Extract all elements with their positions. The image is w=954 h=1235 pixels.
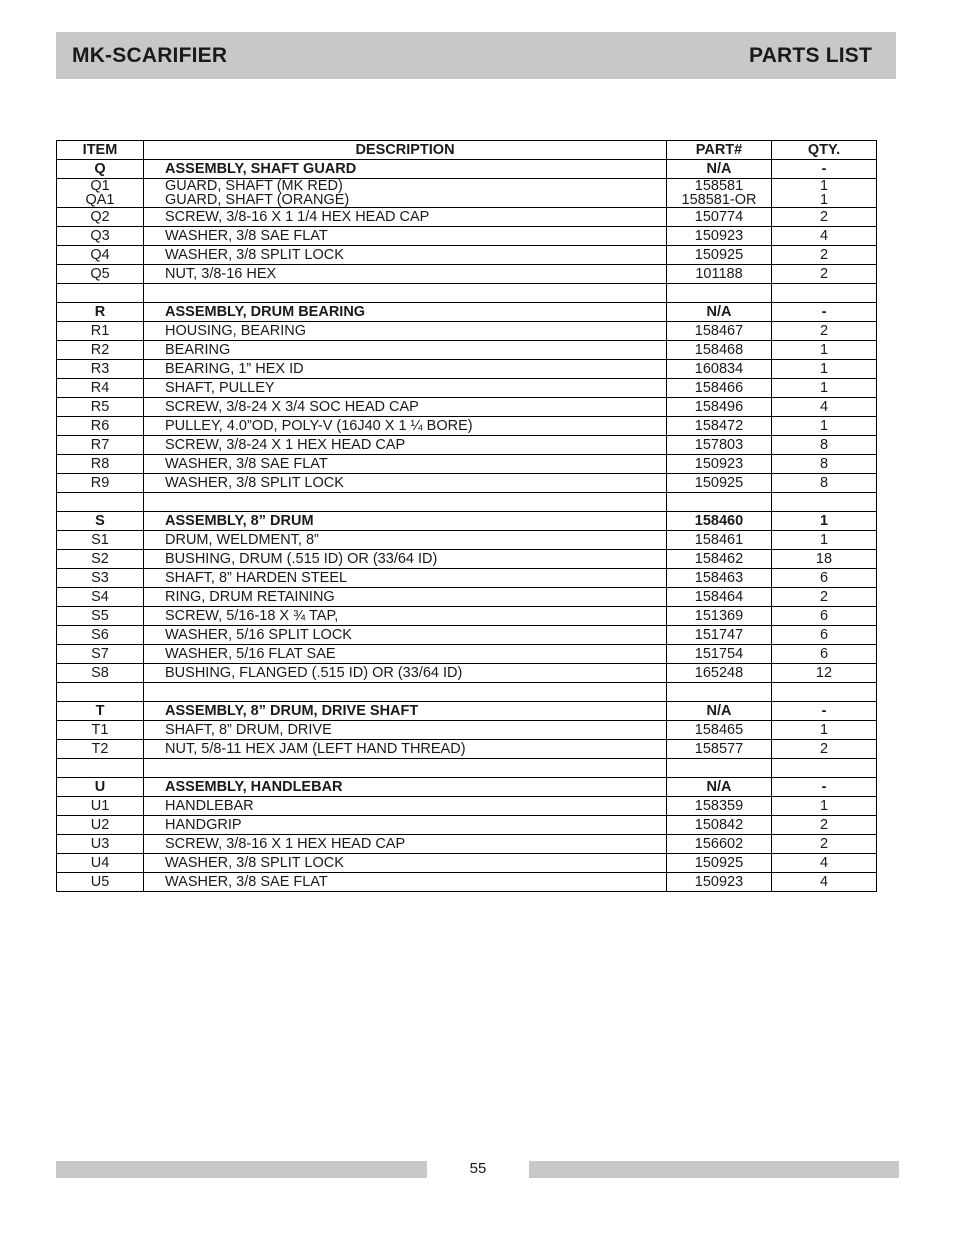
table-row <box>57 702 877 721</box>
part-number-cell <box>667 759 772 778</box>
item-cell: R1 <box>57 322 144 341</box>
item-cell <box>57 683 144 702</box>
header-bar <box>56 32 896 79</box>
table-row <box>57 379 877 398</box>
quantity-cell: 2 <box>772 322 877 341</box>
part-number-cell: 158359 <box>667 797 772 816</box>
description-cell: SHAFT, PULLEY <box>144 379 667 398</box>
description-cell: BUSHING, FLANGED (.515 ID) OR (33/64 ID) <box>144 664 667 683</box>
table-row <box>57 398 877 417</box>
quantity-cell: - <box>772 778 877 797</box>
part-number-cell: 150925 <box>667 246 772 265</box>
quantity-cell: 4 <box>772 398 877 417</box>
footer-bar-left <box>56 1161 427 1178</box>
item-cell: S5 <box>57 607 144 626</box>
part-number-cell: 158465 <box>667 721 772 740</box>
quantity-cell <box>772 284 877 303</box>
part-number-cell: 158460 <box>667 512 772 531</box>
item-cell: R <box>57 303 144 322</box>
description-cell: ASSEMBLY, SHAFT GUARD <box>144 160 667 179</box>
quantity-cell: 8 <box>772 455 877 474</box>
description-cell: BEARING, 1” HEX ID <box>144 360 667 379</box>
item-cell: T2 <box>57 740 144 759</box>
quantity-cell: 6 <box>772 569 877 588</box>
part-number-cell: 157803 <box>667 436 772 455</box>
table-row <box>57 246 877 265</box>
item-cell: R7 <box>57 436 144 455</box>
table-row <box>57 740 877 759</box>
part-number-cell: 165248 <box>667 664 772 683</box>
item-cell: U3 <box>57 835 144 854</box>
table-row <box>57 816 877 835</box>
table-row <box>57 303 877 322</box>
item-cell: S2 <box>57 550 144 569</box>
quantity-cell: - <box>772 160 877 179</box>
description-cell: RING, DRUM RETAINING <box>144 588 667 607</box>
description-cell: WASHER, 5/16 FLAT SAE <box>144 645 667 664</box>
part-number-cell: 150923 <box>667 873 772 892</box>
quantity-cell: - <box>772 702 877 721</box>
quantity-cell: 8 <box>772 436 877 455</box>
quantity-cell: 12 <box>772 664 877 683</box>
table-row <box>57 873 877 892</box>
description-cell <box>144 284 667 303</box>
quantity-cell: 4 <box>772 854 877 873</box>
table-row <box>57 160 877 179</box>
table-row <box>57 436 877 455</box>
parts-table-body <box>57 160 877 892</box>
part-number-cell: 158496 <box>667 398 772 417</box>
column-header-part-number: PART# <box>667 141 772 160</box>
item-cell: Q4 <box>57 246 144 265</box>
description-cell: WASHER, 3/8 SPLIT LOCK <box>144 854 667 873</box>
description-cell <box>144 759 667 778</box>
part-number-cell: 158461 <box>667 531 772 550</box>
table-row <box>57 569 877 588</box>
description-cell: SCREW, 3/8-24 X 1 HEX HEAD CAP <box>144 436 667 455</box>
description-cell: HANDGRIP <box>144 816 667 835</box>
item-cell: Q2 <box>57 208 144 227</box>
part-number-cell: 151754 <box>667 645 772 664</box>
table-row <box>57 208 877 227</box>
part-number-cell: 150925 <box>667 854 772 873</box>
item-cell: U5 <box>57 873 144 892</box>
part-number-cell: 151369 <box>667 607 772 626</box>
part-number-cell: 158468 <box>667 341 772 360</box>
item-cell: T1 <box>57 721 144 740</box>
description-cell: PULLEY, 4.0”OD, POLY-V (16J40 X 1 ¼ BORE) <box>144 417 667 436</box>
quantity-cell: 6 <box>772 626 877 645</box>
part-number-cell: 151747 <box>667 626 772 645</box>
quantity-cell: 2 <box>772 740 877 759</box>
item-cell: S1 <box>57 531 144 550</box>
table-row <box>57 474 877 493</box>
table-row <box>57 835 877 854</box>
description-cell: WASHER, 3/8 SPLIT LOCK <box>144 246 667 265</box>
table-row <box>57 683 877 702</box>
item-cell: S <box>57 512 144 531</box>
part-number-cell: 150925 <box>667 474 772 493</box>
item-cell: U <box>57 778 144 797</box>
part-number-cell: 101188 <box>667 265 772 284</box>
quantity-cell: 1 <box>772 512 877 531</box>
part-number-cell: 150842 <box>667 816 772 835</box>
table-row <box>57 759 877 778</box>
description-cell: ASSEMBLY, 8” DRUM, DRIVE SHAFT <box>144 702 667 721</box>
item-cell: Q1 QA1 <box>57 179 144 208</box>
table-row <box>57 721 877 740</box>
item-cell: Q3 <box>57 227 144 246</box>
item-cell: U1 <box>57 797 144 816</box>
item-cell: S7 <box>57 645 144 664</box>
part-number-cell: N/A <box>667 702 772 721</box>
description-cell: NUT, 5/8-11 HEX JAM (LEFT HAND THREAD) <box>144 740 667 759</box>
table-row <box>57 417 877 436</box>
table-row <box>57 322 877 341</box>
description-cell: WASHER, 3/8 SAE FLAT <box>144 873 667 892</box>
part-number-cell: 150774 <box>667 208 772 227</box>
quantity-cell: 2 <box>772 246 877 265</box>
parts-table <box>56 140 877 892</box>
part-number-cell: 158463 <box>667 569 772 588</box>
table-header-row <box>57 141 877 160</box>
item-cell <box>57 493 144 512</box>
table-row <box>57 360 877 379</box>
table-row <box>57 227 877 246</box>
page-number: 55 <box>469 1160 487 1177</box>
item-cell <box>57 759 144 778</box>
document-title: MK-SCARIFIER <box>72 43 228 67</box>
footer-bar-right <box>529 1161 899 1178</box>
item-cell <box>57 284 144 303</box>
part-number-cell: 158464 <box>667 588 772 607</box>
table-row <box>57 607 877 626</box>
table-row <box>57 645 877 664</box>
quantity-cell: 2 <box>772 208 877 227</box>
table-row <box>57 626 877 645</box>
description-cell: BEARING <box>144 341 667 360</box>
table-row <box>57 531 877 550</box>
table-row <box>57 588 877 607</box>
quantity-cell: 1 <box>772 379 877 398</box>
description-cell: WASHER, 3/8 SAE FLAT <box>144 227 667 246</box>
part-number-cell: 156602 <box>667 835 772 854</box>
item-cell: Q5 <box>57 265 144 284</box>
description-cell: WASHER, 3/8 SPLIT LOCK <box>144 474 667 493</box>
item-cell: R9 <box>57 474 144 493</box>
part-number-cell <box>667 493 772 512</box>
column-header-quantity: QTY. <box>772 141 877 160</box>
description-cell: WASHER, 3/8 SAE FLAT <box>144 455 667 474</box>
quantity-cell: 6 <box>772 607 877 626</box>
quantity-cell: 2 <box>772 816 877 835</box>
quantity-cell: 1 1 <box>772 179 877 208</box>
quantity-cell: 2 <box>772 588 877 607</box>
description-cell: ASSEMBLY, 8” DRUM <box>144 512 667 531</box>
item-cell: Q <box>57 160 144 179</box>
part-number-cell: N/A <box>667 303 772 322</box>
description-cell: DRUM, WELDMENT, 8” <box>144 531 667 550</box>
table-row <box>57 284 877 303</box>
quantity-cell: - <box>772 303 877 322</box>
item-cell: U4 <box>57 854 144 873</box>
part-number-cell: 158467 <box>667 322 772 341</box>
quantity-cell: 18 <box>772 550 877 569</box>
description-cell <box>144 493 667 512</box>
item-cell: S4 <box>57 588 144 607</box>
part-number-cell: 158472 <box>667 417 772 436</box>
description-cell: SCREW, 3/8-16 X 1 HEX HEAD CAP <box>144 835 667 854</box>
description-cell: SHAFT, 8” DRUM, DRIVE <box>144 721 667 740</box>
item-cell: R4 <box>57 379 144 398</box>
quantity-cell <box>772 683 877 702</box>
column-header-description: DESCRIPTION <box>144 141 667 160</box>
description-cell: SCREW, 3/8-24 X 3/4 SOC HEAD CAP <box>144 398 667 417</box>
table-row <box>57 778 877 797</box>
quantity-cell: 8 <box>772 474 877 493</box>
item-cell: S6 <box>57 626 144 645</box>
table-row <box>57 265 877 284</box>
table-row <box>57 455 877 474</box>
quantity-cell: 1 <box>772 721 877 740</box>
quantity-cell: 1 <box>772 360 877 379</box>
quantity-cell <box>772 493 877 512</box>
part-number-cell: 150923 <box>667 227 772 246</box>
description-cell: HANDLEBAR <box>144 797 667 816</box>
item-cell: R6 <box>57 417 144 436</box>
description-cell: NUT, 3/8-16 HEX <box>144 265 667 284</box>
item-cell: T <box>57 702 144 721</box>
description-cell <box>144 683 667 702</box>
quantity-cell: 1 <box>772 797 877 816</box>
quantity-cell: 4 <box>772 873 877 892</box>
table-row <box>57 797 877 816</box>
part-number-cell: 150923 <box>667 455 772 474</box>
description-cell: HOUSING, BEARING <box>144 322 667 341</box>
part-number-cell: 158577 <box>667 740 772 759</box>
part-number-cell: N/A <box>667 778 772 797</box>
item-cell: S8 <box>57 664 144 683</box>
section-title: PARTS LIST <box>749 43 872 67</box>
quantity-cell: 1 <box>772 531 877 550</box>
part-number-cell <box>667 284 772 303</box>
quantity-cell: 4 <box>772 227 877 246</box>
quantity-cell: 2 <box>772 835 877 854</box>
quantity-cell: 1 <box>772 417 877 436</box>
part-number-cell: N/A <box>667 160 772 179</box>
item-cell: U2 <box>57 816 144 835</box>
item-cell: S3 <box>57 569 144 588</box>
description-cell: GUARD, SHAFT (MK RED) GUARD, SHAFT (ORANGE) <box>144 179 667 208</box>
description-cell: SCREW, 3/8-16 X 1 1/4 HEX HEAD CAP <box>144 208 667 227</box>
quantity-cell: 2 <box>772 265 877 284</box>
item-cell: R5 <box>57 398 144 417</box>
quantity-cell: 1 <box>772 341 877 360</box>
table-row <box>57 493 877 512</box>
description-cell: BUSHING, DRUM (.515 ID) OR (33/64 ID) <box>144 550 667 569</box>
part-number-cell: 158462 <box>667 550 772 569</box>
item-cell: R3 <box>57 360 144 379</box>
part-number-cell: 158466 <box>667 379 772 398</box>
description-cell: WASHER, 5/16 SPLIT LOCK <box>144 626 667 645</box>
column-header-item: ITEM <box>57 141 144 160</box>
table-row <box>57 341 877 360</box>
table-row <box>57 854 877 873</box>
part-number-cell: 158581 158581-OR <box>667 179 772 208</box>
table-row <box>57 664 877 683</box>
quantity-cell <box>772 759 877 778</box>
table-row <box>57 512 877 531</box>
item-cell: R8 <box>57 455 144 474</box>
description-cell: SCREW, 5/16-18 X ¾ TAP, <box>144 607 667 626</box>
table-row <box>57 179 877 208</box>
description-cell: ASSEMBLY, DRUM BEARING <box>144 303 667 322</box>
quantity-cell: 6 <box>772 645 877 664</box>
description-cell: SHAFT, 8” HARDEN STEEL <box>144 569 667 588</box>
part-number-cell: 160834 <box>667 360 772 379</box>
part-number-cell <box>667 683 772 702</box>
description-cell: ASSEMBLY, HANDLEBAR <box>144 778 667 797</box>
item-cell: R2 <box>57 341 144 360</box>
table-row <box>57 550 877 569</box>
